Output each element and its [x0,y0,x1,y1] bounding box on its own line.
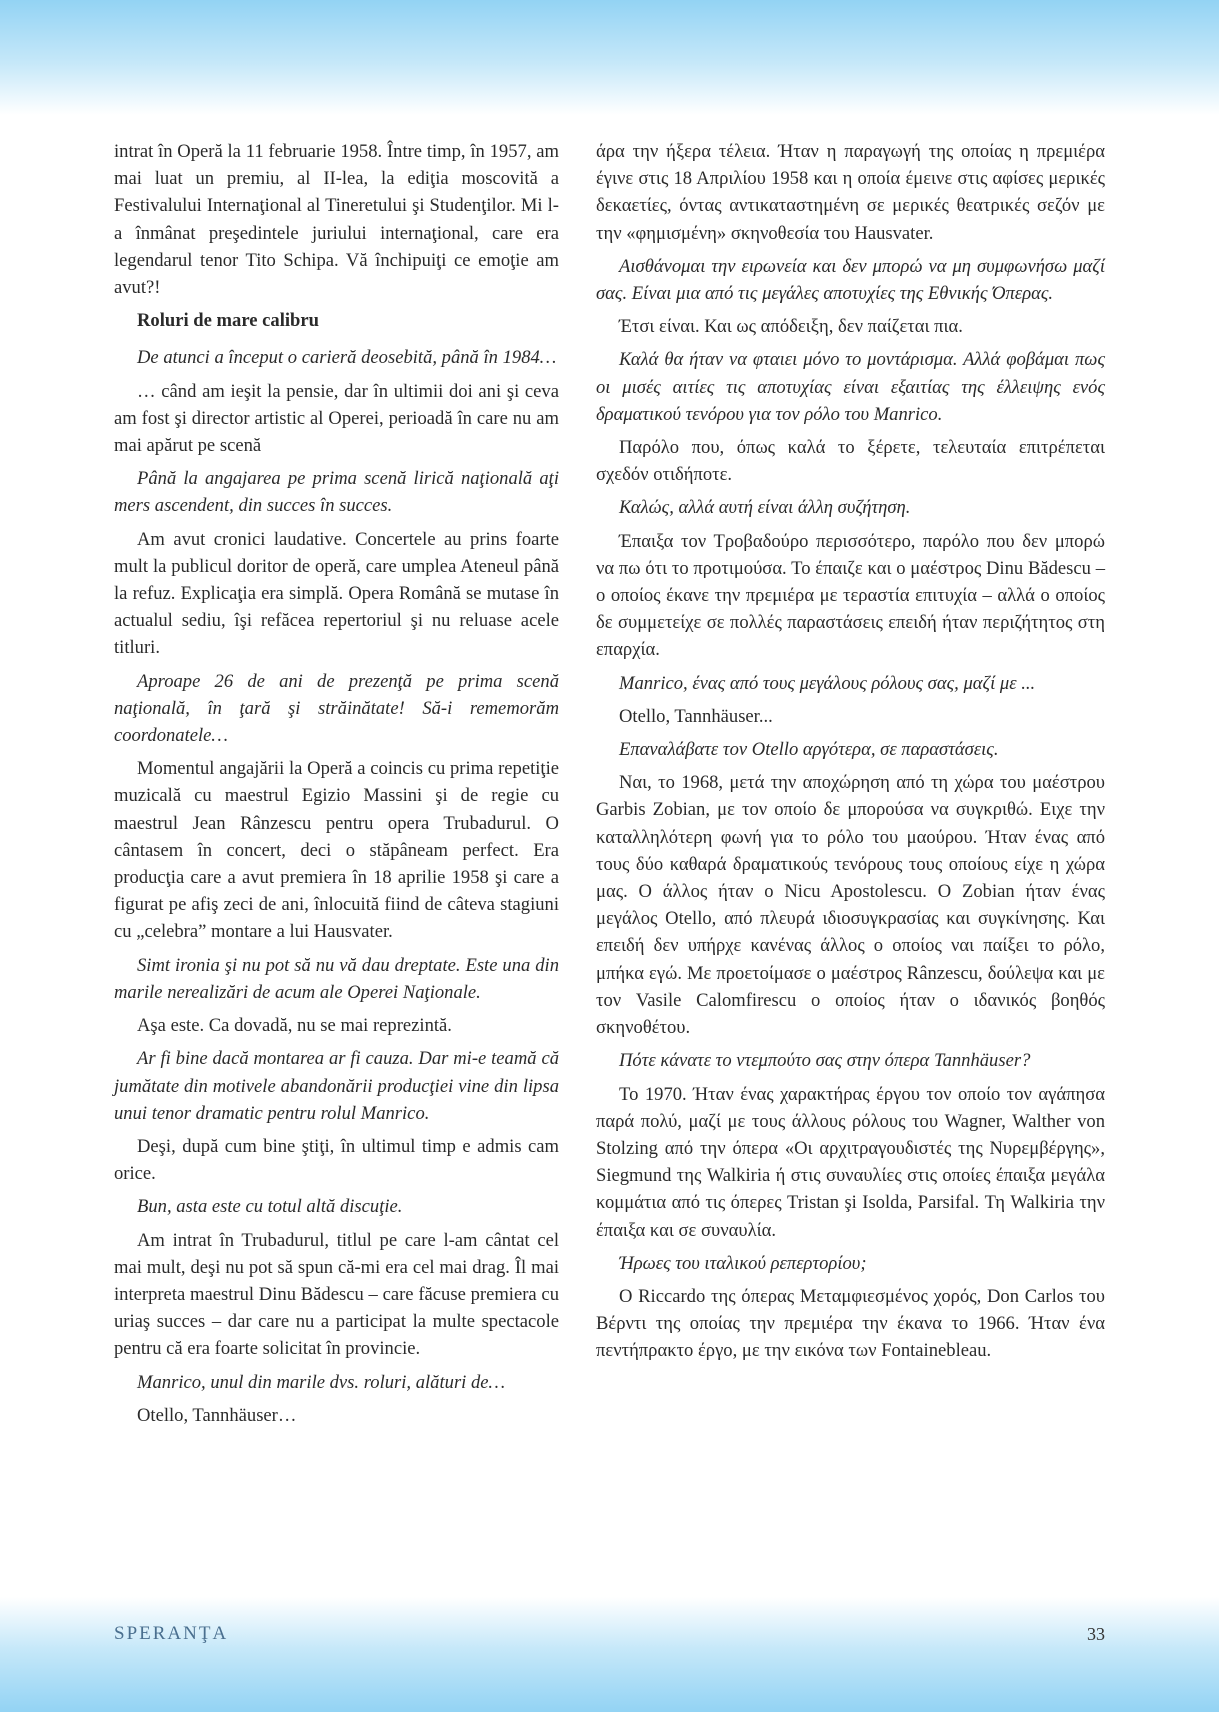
paragraph: Έπαιξα τον Τροβαδούρο περισσότερο, παρόλο που δεν μπορώ να πω ότι το προτιμούσα. Το έπαιζε και ο μαέστρος Dinu Bădescu – ο οποίος έκανε την πρεμιέρα με τεραστία επιτυχία – αλλά ο οποίος δε συμμετείχε σε πολλές παραστάσεις επειδή ήταν περιζήτητος στη επαρχία. [596,530,1105,661]
interview-question: Καλώς, αλλά αυτή είναι άλλη συζήτηση. [619,497,911,519]
interview-question: Αισθάνομαι την ειρωνεία και δεν μπορώ να μη συμφωνήσω μαζί σας. Είναι μια από τις μεγάλες αποτυχίες της Εθνικής Όπερας. [596,255,1105,305]
paragraph: Momentul angajării la Operă a coincis cu prima repetiţie muzicală cu maestrul Egizio Massini şi de regie cu maestrul Jean Rânzescu pentru opera Trubadurul. O cântasem în concert, deci o stăpâneam perfect. Era producţia care a avut premiera în 18 aprilie 1958 şi care a figurat pe afiş zeci de ani, înlocuită fiind de câteva stagiuni cu „celebra” montare a lui Hausvater. [114,758,559,943]
paragraph: Ο Riccardo της όπερας Μεταμφιεσμένος χορός, Don Carlos του Βέρντι της οποίας την πρεμιέρα την έκανα το 1966. Ήταν ένα πεντήπρακτο έργο, με την εικόνα των Fontainebleau. [596,1285,1105,1362]
paragraph: Am intrat în Trubadurul, titlul pe care l-am cântat cel mai mult, deşi nu pot să spun că-mi era cel mai drag. Îl mai interpreta maestrul Dinu Bădescu – care făcuse premiera cu uriaş succes – dar care nu a participat la multe spectacole pentru că era foarte solicitat în provincie. [114,1229,559,1360]
interview-question: Bun, asta este cu totul altă discuţie. [137,1196,403,1218]
interview-question: Până la angajarea pe prima scenă lirică naţională aţi mers ascendent, din succes în succes. [114,468,559,517]
interview-question: Καλά θα ήταν να φταιει μόνο το μοντάρισμα. Αλλά φοβάμαι πως οι μισές αιτίες τις αποτυχίας είναι εξαιτίας της έλλειψης ενός δραματικού τενόρου για τον ρόλο του Manrico. [596,349,1105,425]
interview-question: Aproape 26 de ani de prezenţă pe prima scenă naţională, în ţară şi străinătate! Să-i rememorăm coordonatele… [114,670,559,747]
interview-question: Πότε κάνατε το ντεμπούτο σας στην όπερα Tannhäuser? [619,1050,1031,1072]
paragraph: Ναι, το 1968, μετά την αποχώρηση από τη χώρα του μαέστρου Garbis Zobian, με τον οποίο δε μπορούσα να συγκριθώ. Ειχε την καταλληλότερη φωνή για το ρόλο του μαούρου. Ήταν ένας από τους δύο καθαρά δραματικούς τενόρους τους οποίους είχε η χώρα μας. Ο άλλος ήταν ο Nicu Apostolescu. Ο Zobian ήταν ένας μεγάλος Otello, από πλευρά ιδιοσυγκρασίας και συγκίνησης. Και επειδή δεν υπήρχε κανένας άλλος ο οποίος ναι παίξει το ρόλο, μπήκα εγώ. Με προετοίμασε ο μαέστρος Rânzescu, δούλεψα και με τον Vasile Calomfirescu ο οποίος ήταν ο ιδανικός βοηθός σκηνοθέτου. [596,772,1105,1039]
header-gradient-band [0,0,1219,115]
paragraph: Το 1970. Ήταν ένας χαρακτήρας έργου τον οποίο τον αγάπησα παρά πολύ, μαζί με τους άλλους ρόλους του Wagner, Walther von Stolzing από την όπερα «Οι αρχιτραγουδιστές της Νυρεμβέργης», Siegmund της Walkiria ή στις συναυλίες στις οποίες έπαιξα μεγάλα κομμάτια από τις όπερες Tristan şi Isolda, Parsifal. Τη Walkiria την έπαιξα και σε συναυλία. [596,1083,1105,1241]
section-heading: Roluri de mare calibru [137,310,319,332]
footer-gradient-band [0,1597,1219,1712]
right-text-column [596,138,1105,1371]
interview-question: Simt ironia şi nu pot să nu vă dau dreptate. Este una din marile nerealizări de acum ale Operei Naţionale. [114,954,559,1003]
page-number: 33 [1087,1624,1105,1644]
paragraph: Έτσι είναι. Και ως απόδειξη, δεν παίζεται πια. [619,316,963,338]
paragraph: Otello, Tannhäuser… [137,1404,297,1426]
paragraph: Am avut cronici laudative. Concertele au prins foarte mult la publicul doritor de operă, care umplea Ateneul până la refuz. Explicaţia era simplă. Opera Română se mutase în actualul sediu, îşi refăcea repertoriul şi nu reluase acele titluri. [114,528,559,659]
interview-question: De atunci a început o carieră deosebită, până în 1984… [137,347,557,369]
paragraph: intrat în Operă la 11 februarie 1958. Între timp, în 1957, am mai luat un premiu, al II-lea, la ediţia moscovită a Festivalului Internaţional al Tineretului şi Studenţilor. Mi l-a înmânat preşedintele juriului internaţional, care era legendarul tenor Tito Schipa. Vă închipuiţi ce emoţie am avut?! [114,141,559,299]
paragraph: Παρόλο που, όπως καλά το ξέρετε, τελευταία επιτρέπεται σχεδόν οτιδήποτε. [596,437,1105,486]
paragraph: άρα την ήξερα τέλεια. Ήταν η παραγωγή της οποίας η πρεμιέρα έγινε στις 18 Απριλίου 1958 και η οποία έμεινε στις αφίσες μερικές δεκαετίες, όντας αντικαταστημένη σε μερικές θεατρικές σεζόν με την «φημισμένη» σκηνοθεσία του Hausvater. [596,141,1105,244]
interview-question: Επαναλάβατε τον Otello αργότερα, σε παραστάσεις. [619,739,999,761]
magazine-name: SPERANŢA [114,1623,229,1644]
paragraph: Aşa este. Ca dovadă, nu se mai reprezintă. [137,1015,452,1037]
interview-question: Manrico, ένας από τους μεγάλους ρόλους σας, μαζί με ... [619,672,1036,694]
paragraph: Otello, Tannhäuser... [619,705,773,727]
interview-question: Manrico, unul din marile dvs. roluri, alături de… [137,1371,506,1393]
interview-question: Ar fi bine dacă montarea ar fi cauza. Dar mi-e teamă că jumătate din motivele abandonării producţiei vine din lipsa unui tenor dramatic pentru rolul Manrico. [114,1048,559,1124]
paragraph: Deşi, după cum bine ştiţi, în ultimul timp e admis cam orice. [114,1135,559,1185]
paragraph: … când am ieşit la pensie, dar în ultimii doi ani şi ceva am fost şi director artistic al Operei, perioadă în care nu am mai apărut pe scenă [114,380,559,457]
interview-question: Ήρωες του ιταλικού ρεπερτορίου; [619,1252,867,1274]
left-text-column [114,138,559,1435]
